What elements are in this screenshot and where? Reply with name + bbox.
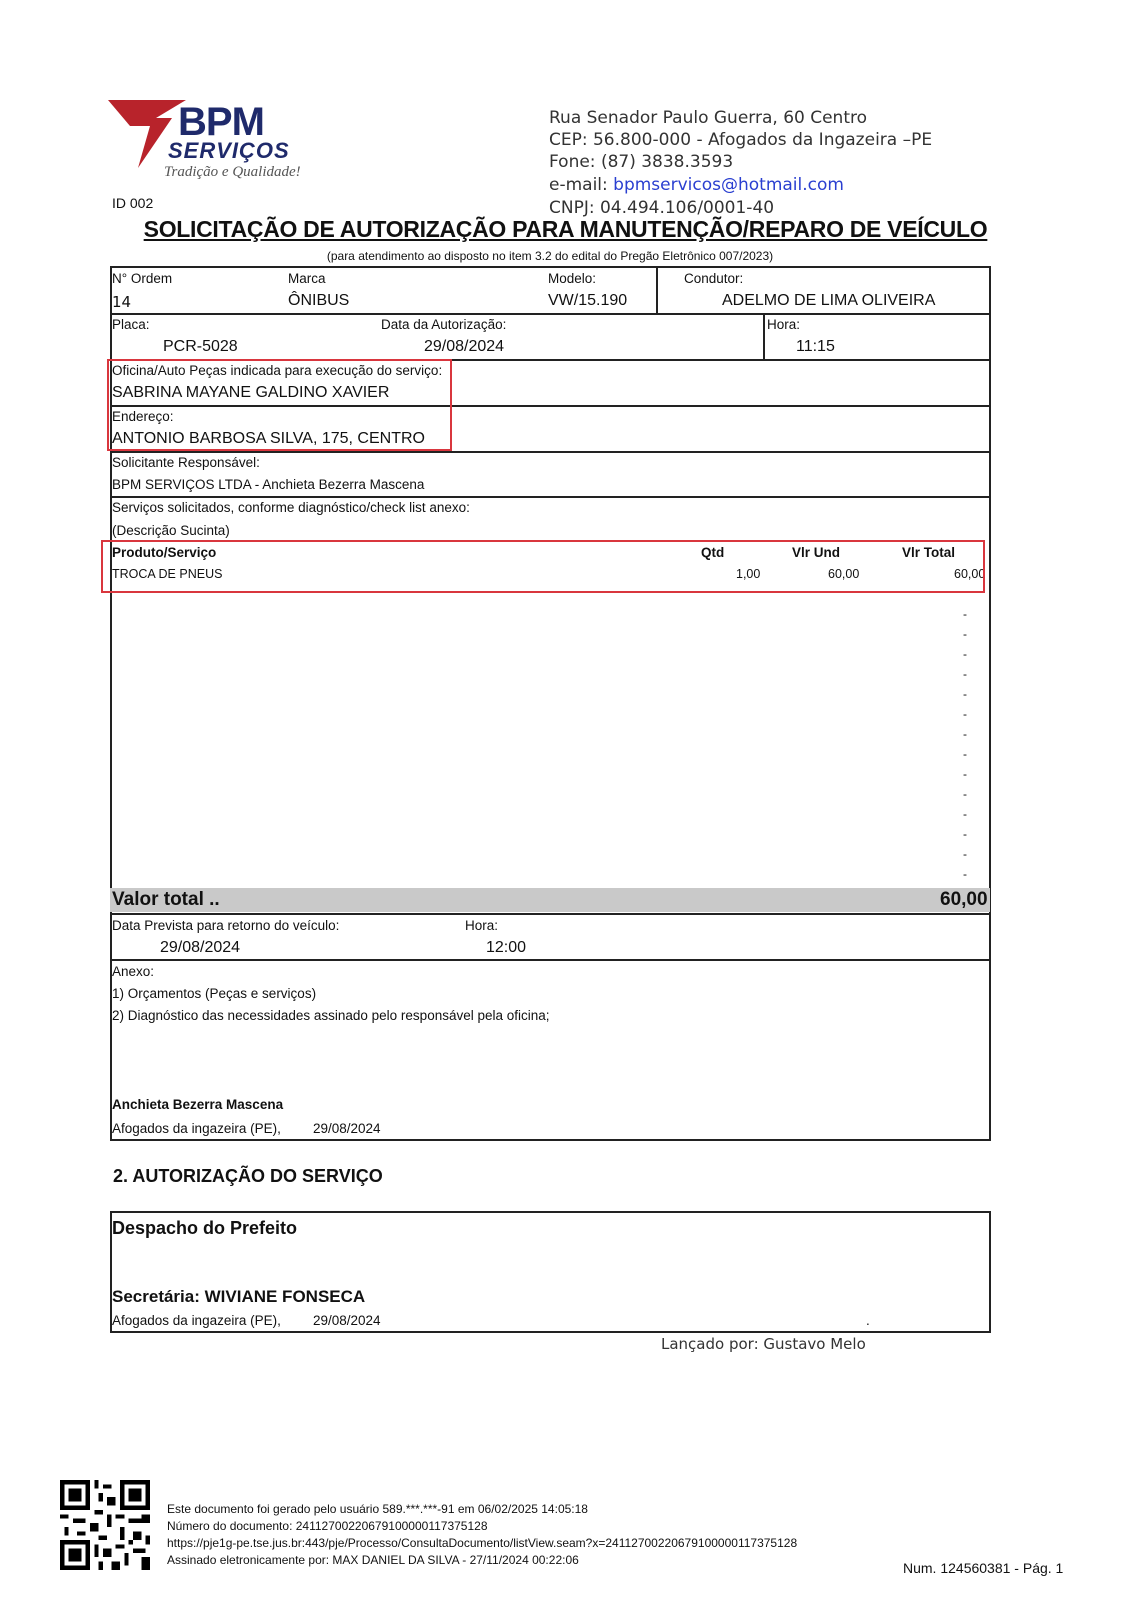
retorno-hora-value: 12:00 [486,939,527,956]
solicitante-value: BPM SERVIÇOS LTDA - Anchieta Bezerra Mascena [112,477,425,492]
anexo-label: Anexo: [112,964,155,979]
col-divider [656,266,658,313]
ordem-label: N° Ordem [112,271,173,286]
condutor-value: ADELMO DE LIMA OLIVEIRA [722,292,936,309]
logo-brand: BPM [178,100,264,144]
logo-subtitle: SERVIÇOS [168,138,290,163]
retorno-data-value: 29/08/2024 [160,939,241,956]
footer-signed-by: Assinado eletronicamente por: MAX DANIEL DA SILVA - 27/11/2024 00:22:06 [167,1553,579,1567]
page-number: Num. 124560381 - Pág. 1 [903,1560,1064,1576]
col-header-qtd: Qtd [701,545,725,560]
endereco-value: ANTONIO BARBOSA SILVA, 175, CENTRO [112,430,425,447]
placa-label: Placa: [112,317,150,332]
empty-row-mark: - [963,607,967,621]
email-label: e-mail: [549,175,614,195]
endereco-label: Endereço: [112,409,174,424]
empty-row-mark: - [963,847,967,861]
empty-row-mark: - [963,767,967,781]
email-line [549,175,844,195]
empty-row-mark: - [963,827,967,841]
logo-tagline: Tradição e Qualidade! [164,164,301,180]
lancado-por: Lançado por: Gustavo Melo [661,1335,866,1353]
hora-value: 11:15 [796,338,835,355]
empty-row-mark: - [963,747,967,761]
footer-generated-by: Este documento foi gerado pelo usuário 589.***.***-91 em 06/02/2025 14:05:18 [167,1502,588,1516]
document-id: ID 002 [112,195,154,211]
col-header-vlr-und: Vlr Und [792,545,841,560]
condutor-label: Condutor: [684,271,744,286]
total-label: Valor total .. [112,889,220,910]
col-header-vlr-total: Vlr Total [902,545,956,560]
address-line-2: CEP: 56.800-000 - Afogados da Ingazeira –PE [549,130,933,150]
row-divider [110,451,991,453]
total-value: 60,00 [940,889,988,910]
autorizacao-dot: . [866,1313,870,1328]
total-bar [110,888,990,912]
marca-value: ÔNIBUS [288,292,350,309]
empty-row-mark: - [963,707,967,721]
empty-row-mark: - [963,787,967,801]
empty-row-mark: - [963,647,967,661]
data-autorizacao-value: 29/08/2024 [424,338,505,355]
row-divider [110,959,991,961]
row-divider [110,313,991,315]
autorizacao-date: 29/08/2024 [313,1313,381,1328]
section-title-autorizacao: 2. AUTORIZAÇÃO DO SERVIÇO [113,1166,383,1186]
placa-value: PCR-5028 [163,338,238,355]
modelo-label: Modelo: [548,271,597,286]
document-title: SOLICITAÇÃO DE AUTORIZAÇÃO PARA MANUTENÇÃO/REPARO DE VEÍCULO [143,216,988,242]
descricao-label: (Descrição Sucinta) [112,523,230,538]
phone-line: Fone: (87) 3838.3593 [549,152,734,172]
anexo-item-2: 2) Diagnóstico das necessidades assinado pelo responsável pela oficina; [112,1008,550,1023]
servicos-label: Serviços solicitados, conforme diagnóstico/check list anexo: [112,500,470,515]
highlight-box-items [101,540,985,593]
document-subtitle: (para atendimento ao disposto no item 3.2 do edital do Pregão Eletrônico 007/2023) [326,249,774,263]
signature-date: 29/08/2024 [313,1121,381,1136]
row-divider [110,496,991,498]
row-vlr-und: 60,00 [828,567,860,581]
cnpj-line: CNPJ: 04.494.106/0001-40 [549,198,775,218]
row-vlr-total: 60,00 [954,567,986,581]
empty-row-mark: - [963,867,967,881]
row-qtd: 1,00 [736,567,761,581]
row-produto: TROCA DE PNEUS [112,567,223,581]
despacho-label: Despacho do Prefeito [112,1218,298,1238]
empty-row-mark: - [963,727,967,741]
oficina-value: SABRINA MAYANE GALDINO XAVIER [112,384,390,401]
highlight-box-oficina [107,359,452,451]
signatory-name: Anchieta Bezerra Mascena [112,1097,284,1112]
oficina-label: Oficina/Auto Peças indicada para execução do serviço: [112,363,443,378]
qr-code-icon [60,1480,150,1570]
empty-row-mark: - [963,807,967,821]
retorno-data-label: Data Prevista para retorno do veículo: [112,918,340,933]
address-line-1: Rua Senador Paulo Guerra, 60 Centro [549,108,868,128]
marca-label: Marca [288,271,326,286]
row-divider [110,913,991,915]
anexo-item-1: 1) Orçamentos (Peças e serviços) [112,986,317,1001]
retorno-hora-label: Hora: [465,918,499,933]
col-divider [763,313,765,359]
signature-location: Afogados da ingazeira (PE), [112,1121,281,1136]
empty-row-mark: - [963,627,967,641]
autorizacao-location: Afogados da ingazeira (PE), [112,1313,281,1328]
hora-label: Hora: [767,317,801,332]
empty-row-mark: - [963,667,967,681]
ordem-value: 14 [112,293,132,311]
footer-url[interactable]: https://pje1g-pe.tse.jus.br:443/pje/Processo/ConsultaDocumento/listView.seam?x=24112700220679100000117375128 [167,1536,798,1550]
col-header-produto: Produto/Serviço [112,545,217,560]
secretaria-label: Secretária: WIVIANE FONSECA [112,1287,366,1306]
modelo-value: VW/15.190 [548,292,628,309]
solicitante-label: Solicitante Responsável: [112,455,260,470]
empty-row-mark: - [963,687,967,701]
data-autorizacao-label: Data da Autorização: [381,317,507,332]
footer-doc-number: Número do documento: 24112700220679100000117375128 [167,1519,488,1533]
email-link[interactable]: bpmservicos@hotmail.com [613,175,844,195]
